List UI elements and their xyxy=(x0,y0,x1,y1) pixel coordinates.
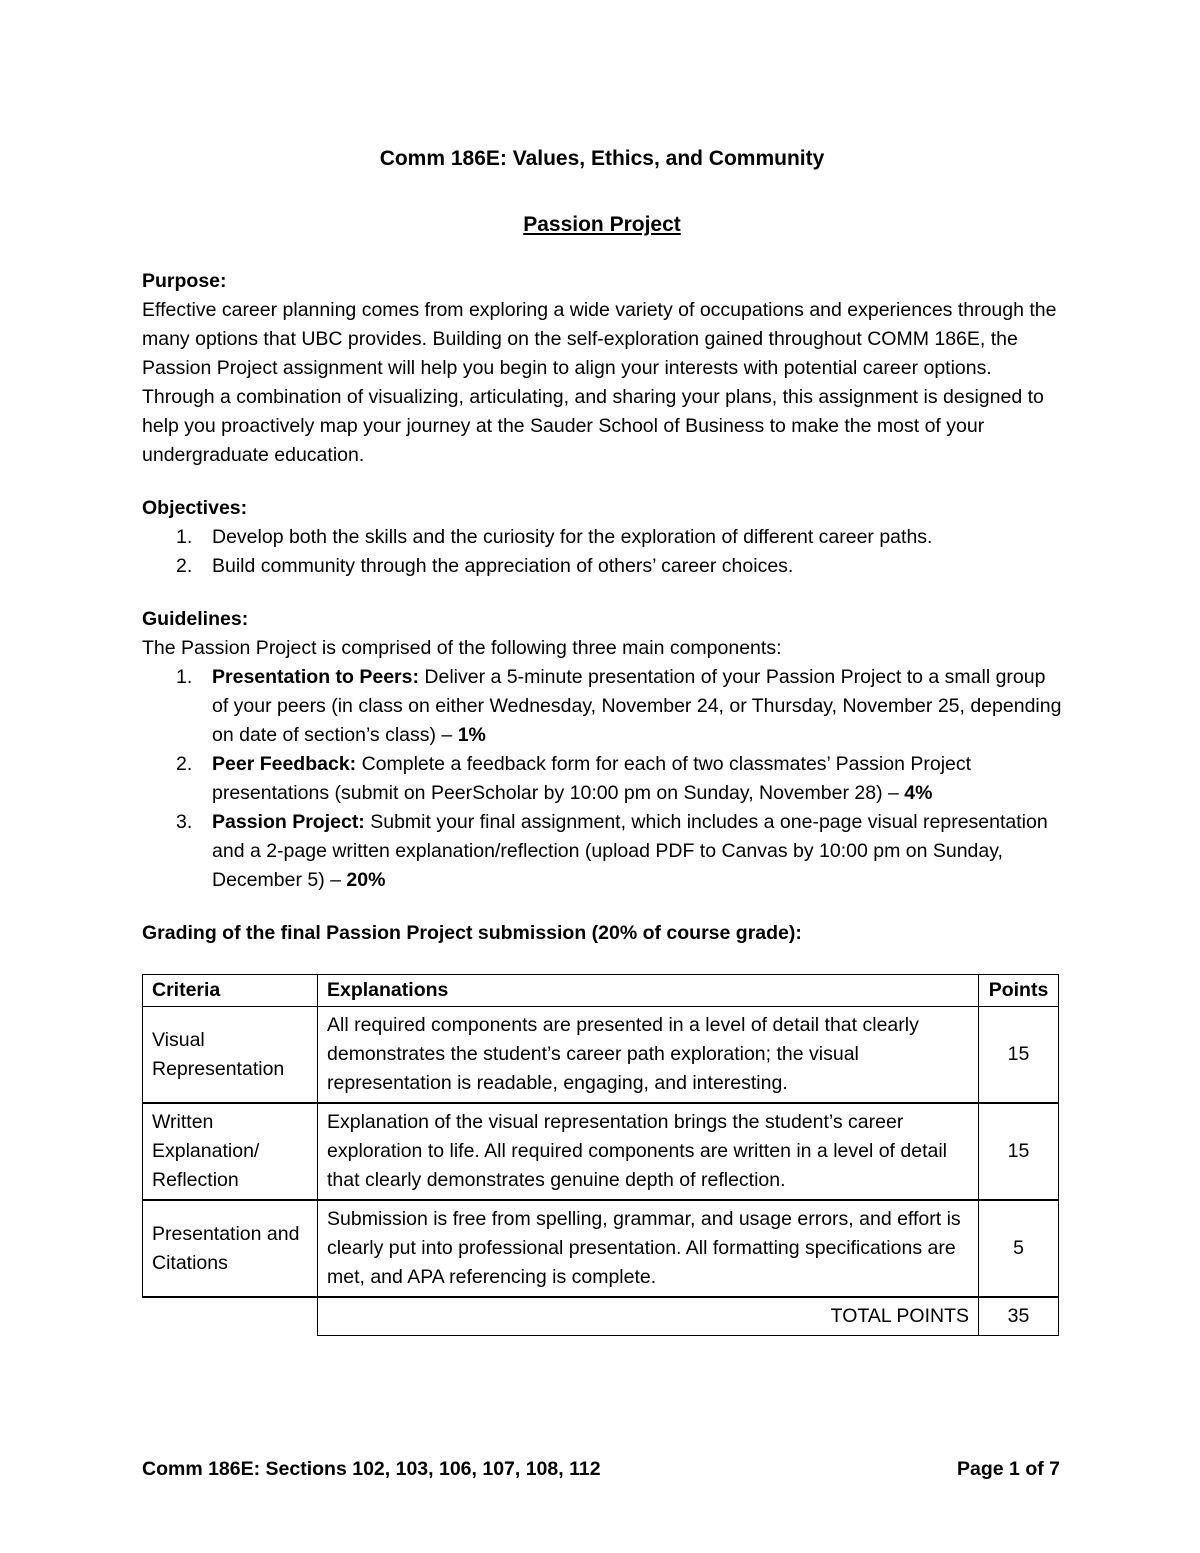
criteria-cell: Visual Representation xyxy=(143,1007,318,1104)
explanation-cell: Explanation of the visual representation brings the student’s career exploration to life. All required components are written in a level of detail that clearly demonstrates genuine depth of reflection. xyxy=(318,1103,979,1200)
list-number: 1. xyxy=(176,666,193,688)
guidelines-list xyxy=(142,663,1062,895)
criteria-cell: Written Explanation/ Reflection xyxy=(143,1103,318,1200)
objectives-list xyxy=(142,523,1062,581)
criteria-cell: Presentation and Citations xyxy=(143,1200,318,1297)
footer-page-number: Page 1 of 7 xyxy=(957,1458,1060,1480)
grading-heading: Grading of the final Passion Project submission (20% of course grade): xyxy=(142,922,802,944)
table-header-row xyxy=(143,975,1059,1007)
list-item xyxy=(142,663,1062,750)
purpose-heading: Purpose: xyxy=(142,270,227,292)
document-subtitle: Passion Project xyxy=(523,213,681,236)
points-cell: 15 xyxy=(979,1103,1059,1200)
guidelines-section xyxy=(142,605,1062,895)
list-number: 2. xyxy=(176,555,193,577)
page-footer xyxy=(142,1455,1060,1484)
list-item xyxy=(142,523,1062,552)
table-row xyxy=(143,1103,1059,1200)
list-item-label: Passion Project: xyxy=(212,811,365,833)
list-item xyxy=(142,750,1062,808)
purpose-text: Effective career planning comes from exploring a wide variety of occupations and experiences through the many options that UBC provides. Building on the self-exploration gained throughout COMM 186E, the Passion Project assignment will help you begin to align your interests with potential career options. Through a combination of visualizing, articulating, and sharing your plans, this assignment is designed to help you proactively map your journey at the Sauder School of Business to make the most of your undergraduate education. xyxy=(142,299,1057,466)
guidelines-heading: Guidelines: xyxy=(142,608,249,630)
list-item-weight: 20% xyxy=(346,869,386,891)
list-item xyxy=(142,808,1062,895)
list-number: 1. xyxy=(176,526,193,548)
total-points-label: TOTAL POINTS xyxy=(318,1297,979,1336)
list-item-text: Develop both the skills and the curiosity for the exploration of different career paths. xyxy=(212,526,933,548)
table-row xyxy=(143,1007,1059,1104)
objectives-heading: Objectives: xyxy=(142,497,248,519)
guidelines-intro: The Passion Project is comprised of the following three main components: xyxy=(142,637,782,659)
purpose-section xyxy=(142,267,1062,470)
explanation-cell: All required components are presented in a level of detail that clearly demonstrates the student’s career path exploration; the visual representation is readable, engaging, and interesting. xyxy=(318,1007,979,1104)
list-number: 3. xyxy=(176,811,193,833)
list-item-text: Build community through the appreciation of others’ career choices. xyxy=(212,555,794,577)
objectives-section xyxy=(142,494,1062,581)
list-item-label: Peer Feedback: xyxy=(212,753,357,775)
list-item-weight: 4% xyxy=(904,782,933,804)
total-points-value: 35 xyxy=(979,1297,1059,1336)
list-item-text: Complete a feedback form for each of two classmates’ Passion Project presentations (submit on PeerScholar by 10:00 pm on Sunday, November 28) – xyxy=(212,753,972,804)
list-item xyxy=(142,552,1062,581)
column-header-points: Points xyxy=(979,975,1059,1007)
list-item-text: Deliver a 5-minute presentation of your Passion Project to a small group of your peers (in class on either Wednesday, November 24, or Thursday, November 25, depending on date of section’s class) – xyxy=(212,666,1062,746)
points-cell: 15 xyxy=(979,1007,1059,1104)
column-header-explanations: Explanations xyxy=(318,975,979,1007)
document-title: Comm 186E: Values, Ethics, and Community xyxy=(379,147,825,170)
document-page xyxy=(142,143,1062,1336)
list-item-text: Submit your final assignment, which includes a one-page visual representation and a 2-page written explanation/reflection (upload PDF to Canvas by 10:00 pm on Sunday, December 5) – xyxy=(212,811,1048,891)
table-row xyxy=(143,1200,1059,1297)
points-cell: 5 xyxy=(979,1200,1059,1297)
explanation-cell: Submission is free from spelling, grammar, and usage errors, and effort is clearly put into professional presentation. All formatting specifications are met, and APA referencing is complete. xyxy=(318,1200,979,1297)
grading-rubric-table xyxy=(142,974,1059,1336)
blank-cell xyxy=(143,1297,318,1336)
list-number: 2. xyxy=(176,753,193,775)
column-header-criteria: Criteria xyxy=(143,975,318,1007)
list-item-label: Presentation to Peers: xyxy=(212,666,419,688)
list-item-weight: 1% xyxy=(457,724,486,746)
total-row xyxy=(143,1297,1059,1336)
footer-course-sections: Comm 186E: Sections 102, 103, 106, 107, 108, 112 xyxy=(142,1458,601,1480)
